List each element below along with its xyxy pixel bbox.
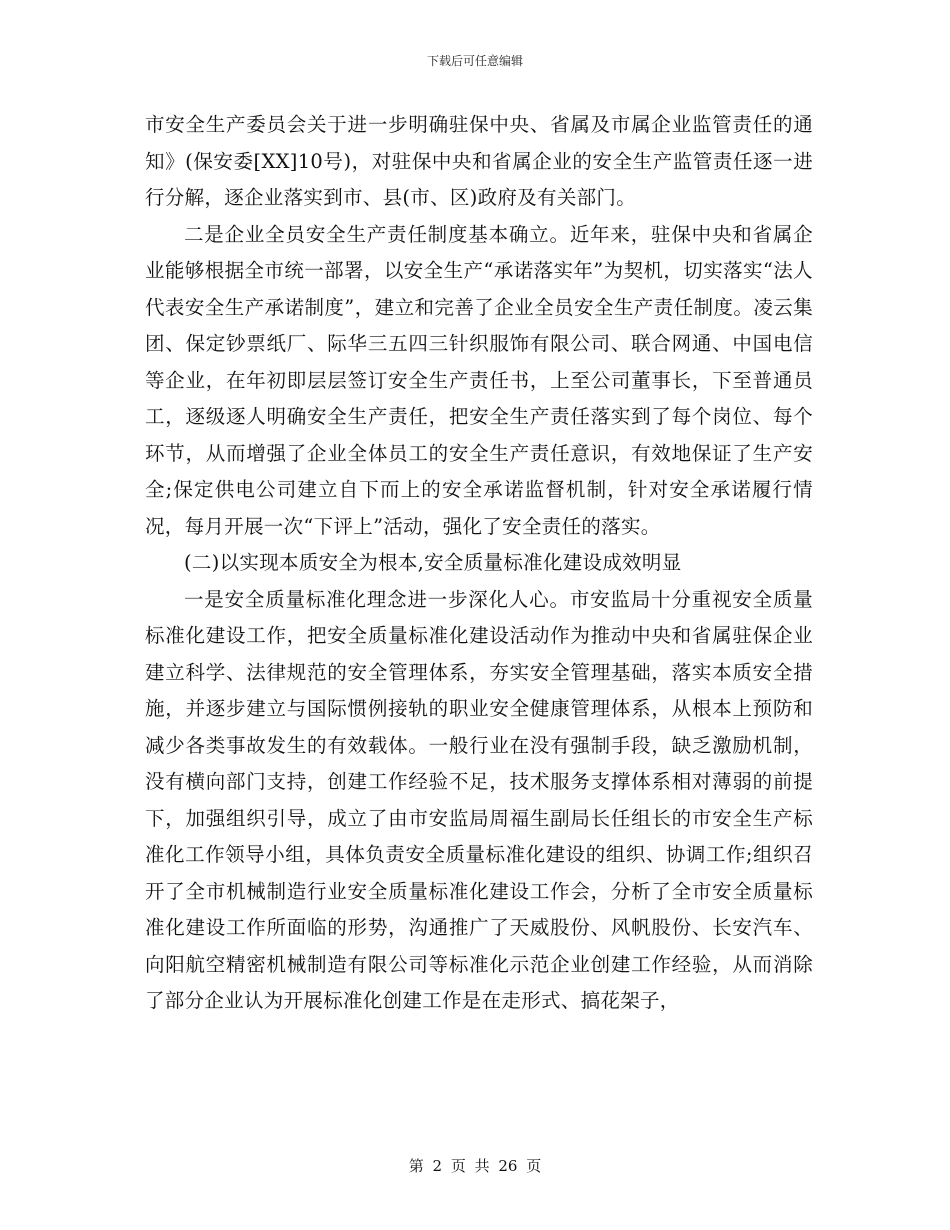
page-header: 下载后可任意编辑 (426, 54, 523, 68)
section-heading: (二)以实现本质安全为根本,安全质量标准化建设成效明显 (184, 551, 682, 574)
paragraph-standardization: 一是安全质量标准化理念进一步深化人心。市安监局十分重视安全质量标准化建设工作，把安全质量标准化建设活动作为推动中央和省属驻保企业建立科学、法律规范的安全管理体系，夯实安全管理基础，落实本质安全措施，并逐步建立与国际惯例接轨的职业安全健康管理体系，从根本上预防和减少各类事故发生的有效载体。一般行业在没有强制手段，缺乏激励机制，没有横向部门支持，创建工作经验不足，技术服务支撑体系相对薄弱的前提下，加强组织引导，成立了由市安监局周福生副局长任组长的市安全生产标准化工作领导小组，具体负责安全质量标准化建设的组织、协调工作;组织召开了全市机械制造行业安全质量标准化建设工作会，分析了全市安全质量标准化建设工作所面临的形势，沟通推广了天威股份、风帆股份、长安汽车、向阳航空精密机械制造有限公司等标准化示范企业创建工作经验，从而消除了部分企业认为开展标准化创建工作是在走形式、搞花架子， (145, 587, 813, 1012)
paragraph-responsibility-system: 二是企业全员安全生产责任制度基本确立。近年来，驻保中央和省属企业能够根据全市统一部署，以安全生产“承诺落实年”为契机，切实落实“法人代表安全生产承诺制度”，建立和完善了企业全员安全生产责任制度。凌云集团、保定钞票纸厂、际华三五四三针织服饰有限公司、联合网通、中国电信等企业，在年初即层层签订安全生产责任书，上至公司董事长，下至普通员工，逐级逐人明确安全生产责任，把安全生产责任落实到了每个岗位、每个环节，从而增强了企业全体员工的安全生产责任意识，有效地保证了生产安全;保定供电公司建立自下而上的安全承诺监督机制，针对安全承诺履行情况，每月开展一次“下评上”活动，强化了安全责任的落实。 (145, 222, 813, 538)
paragraph-continuation: 市安全生产委员会关于进一步明确驻保中央、省属及市属企业监管责任的通知》(保安委[XX]10号)，对驻保中央和省属企业的安全生产监管责任逐一进行分解，逐企业落实到市、县(市、区)政府及有关部门。 (145, 113, 813, 209)
page-number-footer: 第 2 页 共 26 页 (408, 1157, 542, 1175)
document-body (145, 107, 813, 1020)
